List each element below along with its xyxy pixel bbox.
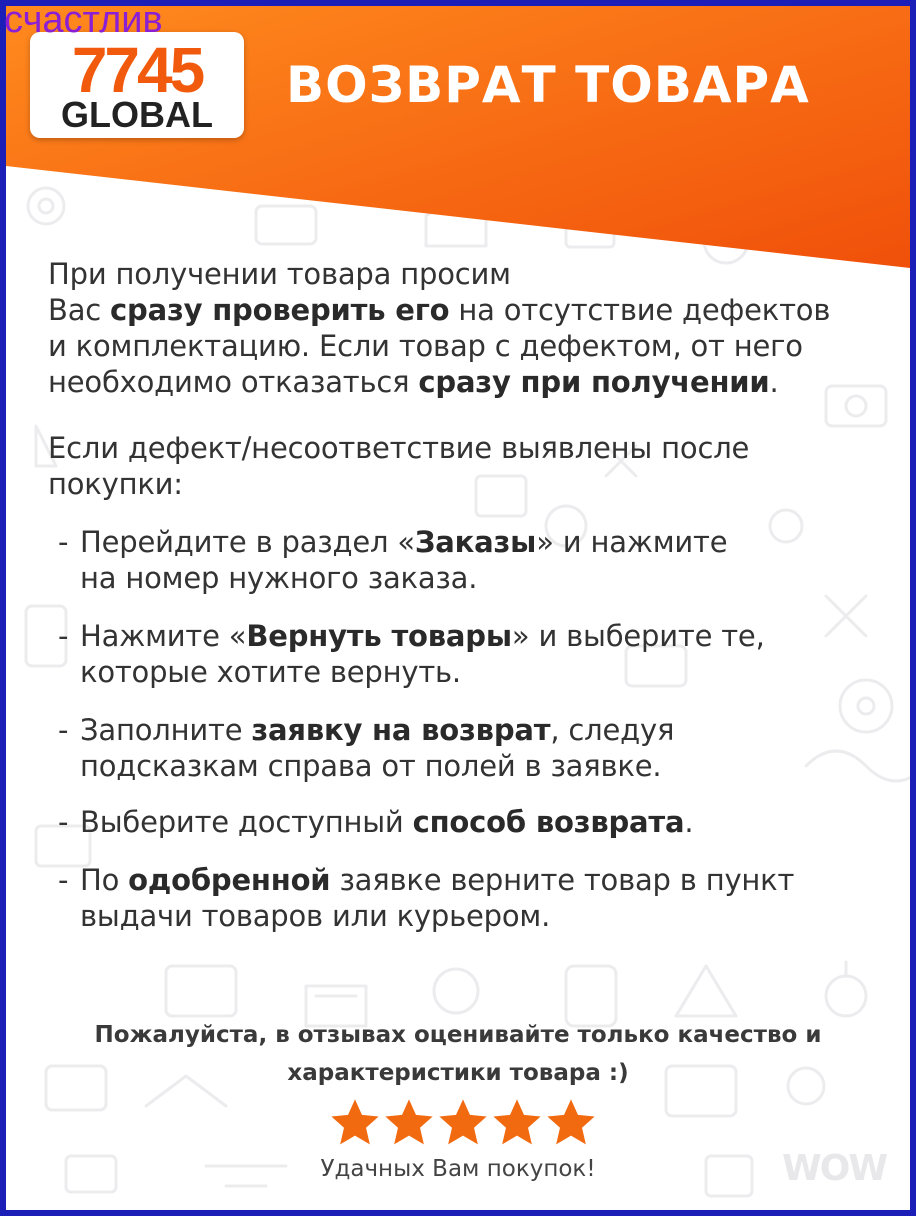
list-dash: - [58, 863, 69, 897]
step-text: заявке верните товар в пункт [330, 863, 795, 897]
star-icon [490, 1096, 544, 1150]
step-text: . [684, 805, 694, 839]
step-emphasis: одобренной [128, 863, 331, 897]
list-dash: - [58, 619, 69, 653]
after-purchase-line: покупки: [48, 467, 183, 501]
intro-text: При получении товара просим [48, 257, 511, 291]
step-text: » и нажмите [536, 525, 728, 559]
intro-emphasis: сразу при получении [418, 365, 770, 399]
review-note-line: Пожалуйста, в отзывах оценивайте только качество и [94, 1022, 822, 1048]
review-note [46, 1016, 870, 1092]
list-dash: - [58, 525, 69, 559]
star-icon [436, 1096, 490, 1150]
list-item [58, 712, 888, 784]
step-text: на номер нужного заказа. [80, 561, 478, 595]
list-item [58, 618, 888, 690]
star-icon [544, 1096, 598, 1150]
logo-number: 7745 [71, 34, 203, 106]
goodbye-text: Удачных Вам покупок! [320, 1156, 596, 1182]
step-text: которые хотите вернуть. [80, 655, 461, 689]
after-purchase-paragraph [48, 430, 888, 502]
list-item [58, 524, 888, 596]
list-item [58, 862, 888, 934]
intro-line [48, 292, 888, 328]
intro-line [48, 364, 888, 400]
step-text: подсказкам справа от полей в заявке. [80, 749, 662, 783]
intro-text: . [769, 365, 779, 399]
step-text: » и выберите те, [511, 619, 765, 653]
step-text: Заполните [80, 713, 252, 747]
list-item [58, 804, 888, 840]
intro-text: необходимо отказаться [48, 365, 419, 399]
wow-logo: WOW [782, 1148, 887, 1189]
star-rating [328, 1096, 598, 1154]
intro-text: и комплектацию. Если товар с дефектом, от него [48, 329, 803, 363]
list-dash: - [58, 713, 69, 747]
intro-paragraph [48, 256, 888, 400]
watermark-text: счастлив [4, 0, 163, 41]
review-note-line: характеристики товара :) [287, 1060, 629, 1086]
intro-text: на отсутствие дефектов [449, 293, 831, 327]
star-icon [328, 1096, 382, 1150]
step-text: выдачи товаров или курьером. [80, 899, 551, 933]
after-purchase-line: Если дефект/несоответствие выявлены после [48, 431, 750, 465]
step-text: По [80, 863, 129, 897]
step-emphasis: способ возврата [412, 805, 685, 839]
card-frame [6, 6, 910, 1210]
step-text: Выберите доступный [80, 805, 413, 839]
intro-line [48, 256, 888, 292]
step-emphasis: Заказы [414, 525, 537, 559]
brand-logo [30, 32, 244, 138]
step-emphasis: заявку на возврат [251, 713, 551, 747]
list-dash: - [58, 805, 69, 839]
page-title: ВОЗВРАТ ТОВАРА [286, 56, 810, 114]
intro-line [48, 328, 888, 364]
step-text: Нажмите « [80, 619, 247, 653]
step-text: , следуя [550, 713, 675, 747]
step-text: Перейдите в раздел « [80, 525, 415, 559]
star-icon [382, 1096, 436, 1150]
step-emphasis: Вернуть товары [246, 619, 512, 653]
intro-emphasis: сразу проверить его [110, 293, 450, 327]
logo-word: GLOBAL [61, 94, 213, 135]
intro-text: Вас [48, 293, 111, 327]
